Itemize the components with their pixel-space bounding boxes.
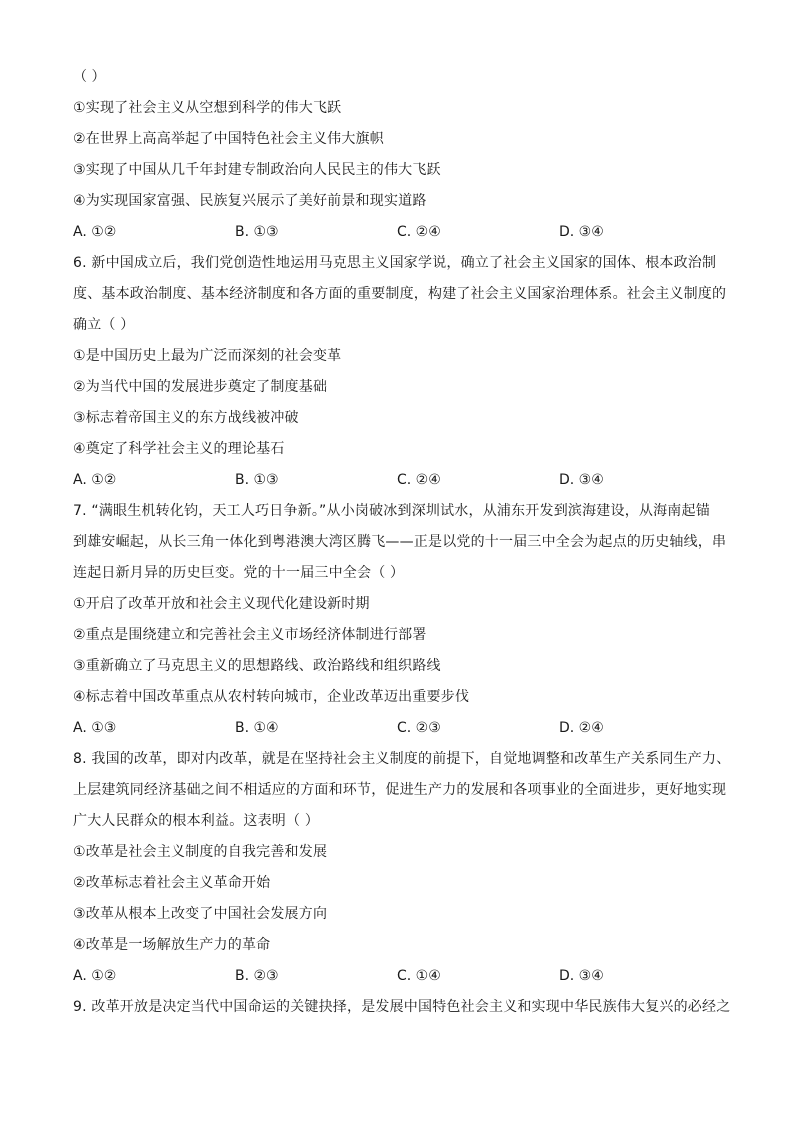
statement: ③实现了中国从几千年封建专制政治向人民民主的伟大飞跃 <box>73 162 441 178</box>
statement: ②重点是围绕建立和完善社会主义市场经济体制进行部署 <box>73 627 427 643</box>
option-c[interactable]: C. ①④ <box>397 968 441 984</box>
question-stem-line: 度、基本政治制度、基本经济制度和各方面的重要制度，构建了社会主义国家治理体系。社会主义制度的 <box>73 286 727 302</box>
statement: ③改革从根本上改变了中国社会发展方向 <box>73 906 328 922</box>
statement: ③重新确立了马克思主义的思想路线、政治路线和组织路线 <box>73 658 441 674</box>
option-a[interactable]: A. ①③ <box>73 720 117 736</box>
answer-options <box>73 713 724 744</box>
statement: ④标志着中国改革重点从农村转向城市，企业改革迈出重要步伐 <box>73 689 470 705</box>
question-stem-line: 广大人民群众的根本利益。这表明（ ） <box>73 813 320 829</box>
statement: ④奠定了科学社会主义的理论基石 <box>73 441 285 457</box>
option-d[interactable]: D. ③④ <box>559 472 604 488</box>
answer-paren: （ ） <box>73 69 106 85</box>
statement: ②在世界上高高举起了中国特色社会主义伟大旗帜 <box>73 131 384 147</box>
question-stem-line: 7. “满眼生机转化钧，天工人巧日争新。”从小岗破冰到深圳试水，从浦东开发到滨海建设，从海南起锚 <box>73 503 710 519</box>
statement: ④为实现国家富强、民族复兴展示了美好前景和现实道路 <box>73 193 427 209</box>
question-5-continued <box>73 62 724 248</box>
statement: ④改革是一场解放生产力的革命 <box>73 937 271 953</box>
question-6 <box>73 248 727 496</box>
question-stem-line: 连起日新月异的历史巨变。党的十一届三中全会（ ） <box>73 565 405 581</box>
option-a[interactable]: A. ①② <box>73 968 117 984</box>
option-b[interactable]: B. ①④ <box>235 720 279 736</box>
option-c[interactable]: C. ②④ <box>397 224 441 240</box>
question-stem-line: 上层建筑同经济基础之间不相适应的方面和环节，促进生产力的发展和各项事业的全面进步，更好地实现 <box>73 782 727 798</box>
option-c[interactable]: C. ②③ <box>397 720 441 736</box>
question-stem-line: 到雄安崛起，从长三角一体化到粤港澳大湾区腾飞——正是以党的十一届三中全会为起点的历史轴线，串 <box>73 534 727 550</box>
option-d[interactable]: D. ②④ <box>559 720 604 736</box>
statement: ②为当代中国的发展进步奠定了制度基础 <box>73 379 328 395</box>
option-c[interactable]: C. ②④ <box>397 472 441 488</box>
option-b[interactable]: B. ②③ <box>235 968 279 984</box>
option-d[interactable]: D. ③④ <box>559 224 604 240</box>
answer-options <box>73 961 724 992</box>
question-stem-line: 8. 我国的改革，即对内改革，就是在坚持社会主义制度的前提下，自觉地调整和改革生产关系同生产力、 <box>73 751 731 767</box>
option-b[interactable]: B. ①③ <box>235 472 279 488</box>
question-7 <box>73 496 727 744</box>
question-stem-line: 确立（ ） <box>73 317 135 333</box>
question-stem-line: 9. 改革开放是决定当代中国命运的关键抉择，是发展中国特色社会主义和实现中华民族伟大复兴的必经之 <box>73 999 731 1015</box>
answer-options <box>73 217 724 248</box>
statement: ①改革是社会主义制度的自我完善和发展 <box>73 844 328 860</box>
statement: ②改革标志着社会主义革命开始 <box>73 875 271 891</box>
question-8 <box>73 744 731 992</box>
question-9 <box>73 992 731 1023</box>
answer-options <box>73 465 724 496</box>
statement: ①实现了社会主义从空想到科学的伟大飞跃 <box>73 100 342 116</box>
option-a[interactable]: A. ①② <box>73 472 117 488</box>
statement: ③标志着帝国主义的东方战线被冲破 <box>73 410 299 426</box>
option-b[interactable]: B. ①③ <box>235 224 279 240</box>
question-stem-line: 6. 新中国成立后，我们党创造性地运用马克思主义国家学说，确立了社会主义国家的国体、根本政治制 <box>73 255 717 271</box>
option-a[interactable]: A. ①② <box>73 224 117 240</box>
statement: ①是中国历史上最为广泛而深刻的社会变革 <box>73 348 342 364</box>
option-d[interactable]: D. ③④ <box>559 968 604 984</box>
statement: ①开启了改革开放和社会主义现代化建设新时期 <box>73 596 370 612</box>
